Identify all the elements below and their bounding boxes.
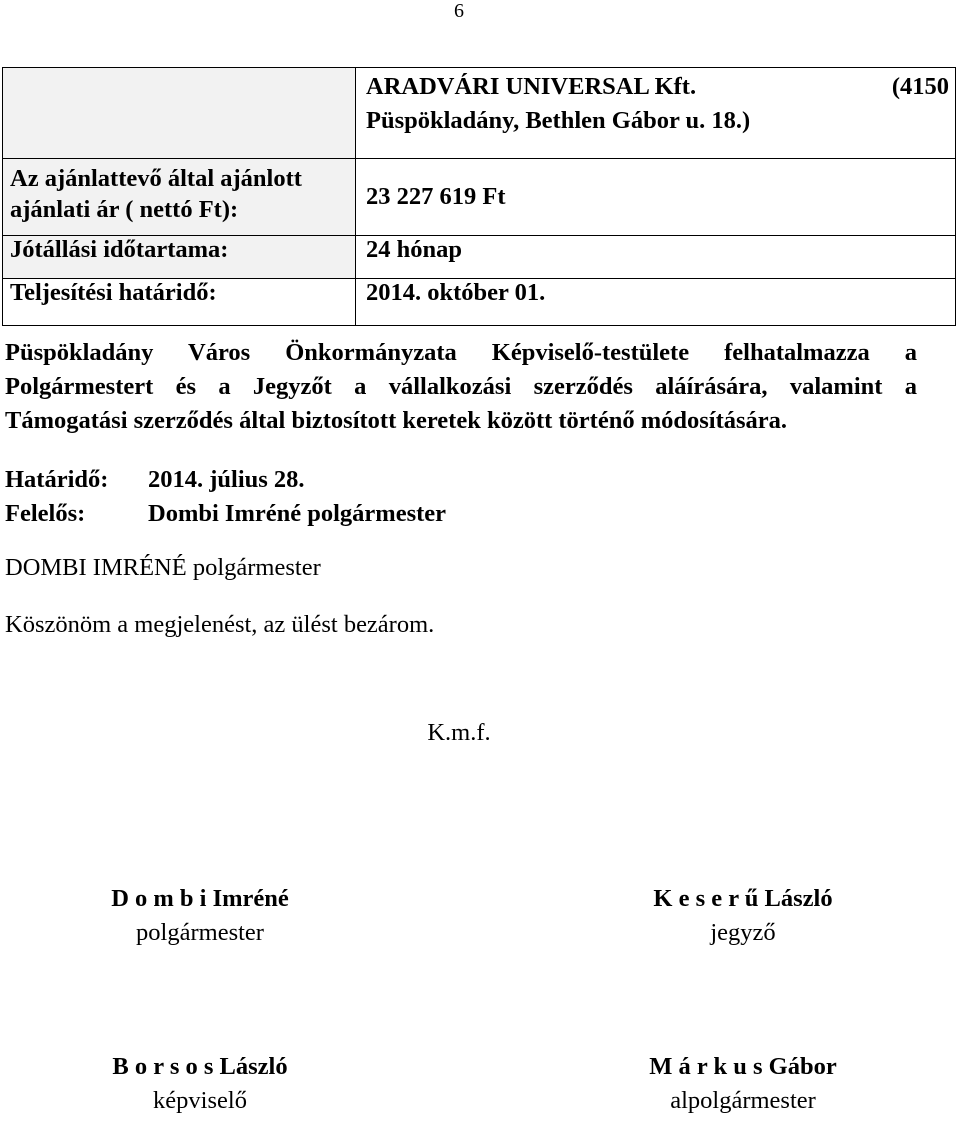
completion-deadline-label: Teljesítési határidő:: [3, 279, 356, 326]
deadline-value: 2014. július 28.: [148, 466, 305, 493]
resolution-line-3: Támogatási szerződés által biztosított keretek között történő módosítására.: [5, 407, 788, 434]
table-row-warranty: [3, 236, 956, 279]
company-line-1: [366, 70, 955, 104]
table-row-deadline: [3, 279, 956, 326]
page-number: 6: [454, 0, 464, 22]
company-name: ARADVÁRI UNIVERSAL Kft.: [366, 73, 697, 100]
signature-notary: [593, 882, 893, 950]
company-cell: [356, 68, 956, 159]
deadline-row: [5, 463, 917, 497]
responsible-row: [5, 497, 917, 531]
warranty-value: 24 hónap: [356, 236, 956, 279]
responsible-value: Dombi Imréné polgármester: [148, 500, 447, 527]
company-address: Püspökladány, Bethlen Gábor u. 18.): [366, 107, 751, 134]
signatory-name: D o m b i Imréné: [111, 885, 289, 912]
price-label-cell: [3, 159, 356, 236]
signatory-name: K e s e r ű László: [653, 885, 833, 912]
offer-table: [2, 67, 956, 326]
resolution-text: [5, 336, 917, 438]
resolution-line-1: Püspökladány Város Önkormányzata Képviselő-testülete felhatalmazza a: [5, 339, 917, 366]
price-label-line-1: Az ajánlattevő által ajánlott: [10, 165, 302, 192]
responsible-label: Felelős:: [5, 500, 86, 527]
company-label-cell: [3, 68, 356, 159]
signatory-title: alpolgármester: [670, 1087, 816, 1114]
warranty-label: Jótállási időtartama:: [3, 236, 356, 279]
resolution-meta: [5, 463, 917, 531]
price-value: 23 227 619 Ft: [356, 159, 956, 236]
table-row-company: [3, 68, 956, 159]
company-postcode: (4150: [891, 73, 949, 100]
speaker-name: DOMBI IMRÉNÉ polgármester: [5, 554, 321, 581]
signatory-name: M á r k u s Gábor: [649, 1053, 837, 1080]
resolution-line-2: Polgármestert és a Jegyzőt a vállalkozási szerződés aláírására, valamint a: [5, 373, 917, 400]
price-label-line-2: ajánlati ár ( nettó Ft):: [10, 196, 239, 223]
signatory-title: polgármester: [136, 919, 264, 946]
signature-representative: [50, 1050, 350, 1118]
deadline-label: Határidő:: [5, 466, 109, 493]
signatory-title: jegyző: [710, 919, 776, 946]
signature-deputy-mayor: [593, 1050, 893, 1118]
kmf-mark: K.m.f.: [427, 719, 491, 746]
table-row-price: [3, 159, 956, 236]
completion-deadline-value: 2014. október 01.: [356, 279, 956, 326]
closing-statement: Köszönöm a megjelenést, az ülést bezárom.: [5, 611, 435, 638]
signatory-name: B o r s o s László: [112, 1053, 288, 1080]
signatory-title: képviselő: [153, 1087, 247, 1114]
signature-mayor: [50, 882, 350, 950]
